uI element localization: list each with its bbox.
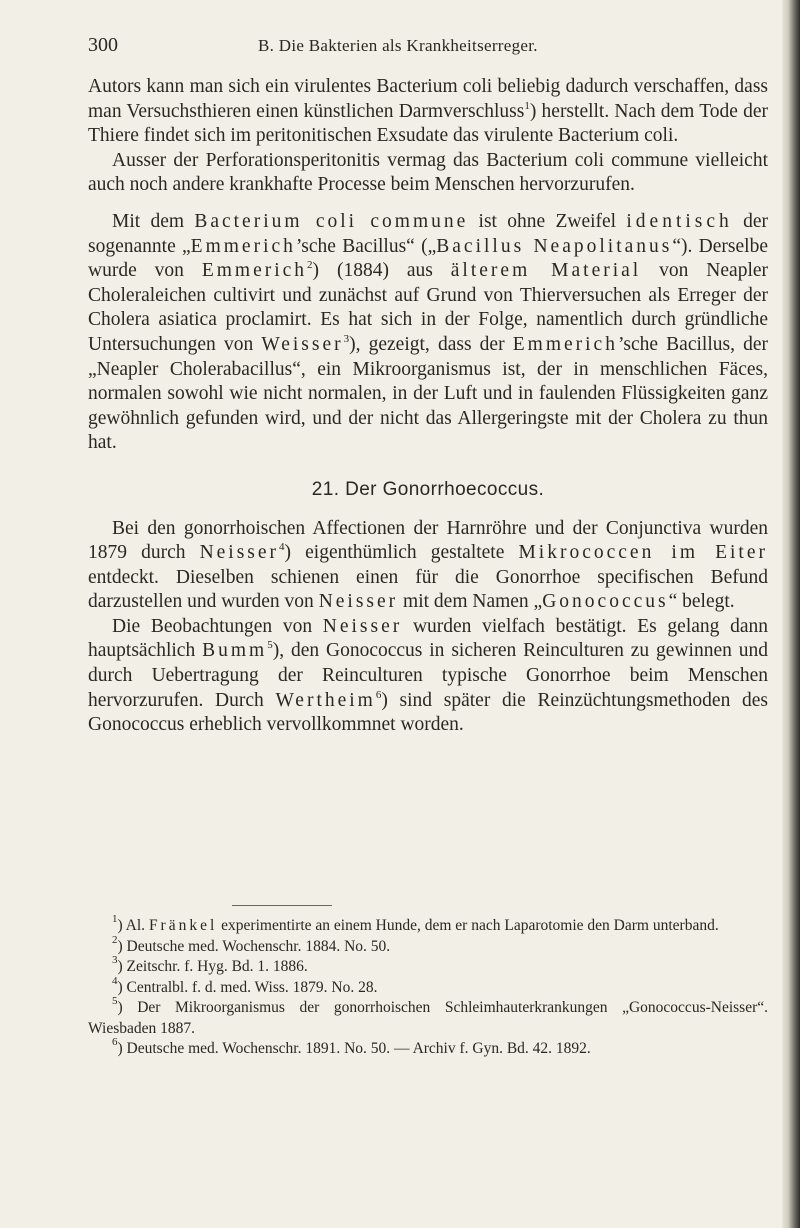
footnote-text: experimentirte an einem Hunde, dem er nach Laparotomie den Darm unterband. [217,917,719,934]
footnote-ref: 4 [279,541,285,554]
text-run: entdeckt. Dieselben schienen einen für die Gonorrhoe specifischen Befund darzustellen und wurden von [88,566,768,613]
text-run: ) eigenthümlich gestaltete [284,542,519,564]
footnote-number: 6 [112,1036,118,1048]
author-name: Weisser [261,333,344,355]
footnote-ref: 6 [375,688,382,701]
text-run: ), den Gonococcus in sicheren Reinculturen zu gewinnen und durch Uebertragung der Reinculturen typische Gonorrhoe beim Menschen hervorzurufen. Durch [88,640,768,711]
author-name: Neisser [322,615,403,637]
footnote-text: ) Al. [117,917,149,934]
footnote-1 [88,913,768,937]
text-run: von Neapler Choleraleichen cultivirt und zunächst auf Grund von Thierversuchen als Erreger der Cholera asiatica proclamirt. Es hat sich in der Folge, namentlich durch gründliche Untersuchungen von [88,260,769,355]
author-name: Neisser [318,591,399,613]
footnote-number: 4 [112,974,118,987]
footnote-divider [232,905,332,906]
author-name: Fränkel [148,917,218,934]
footnote-number: 2 [112,933,118,946]
author-name: Neisser [199,542,280,564]
running-head: B. Die Bakterien als Krankheitserreger. [258,36,538,55]
emphasis: Bacterium coli commune [194,210,469,232]
footnote-text: ) Der Mikroorganismus der gonorrhoischen Schleimhauterkrankungen „Gonococcus-Neisser“. Wiesbaden 1887. [88,999,768,1037]
main-text [88,75,768,738]
footnote-text: ) Centralbl. f. d. med. Wiss. 1879. No. 28. [117,978,378,996]
text-run: ), gezeigt, dass der [349,333,513,355]
text-run: wurden vielfach bestätigt. Es gelang dann hauptsächlich [88,615,769,662]
author-name: Emmerich [512,333,618,355]
text-run: Mit dem [112,210,195,232]
footnote-ref: 2 [307,259,313,272]
page-number: 300 [88,34,118,56]
page-header [88,34,778,60]
page-edge-shadow [782,0,800,1228]
text-run: ) sind später die Reinzüchtungsmethoden des Gonococcus erheblich vervollkommnet worden. [88,689,769,736]
text-run: ) (1884) aus [312,260,451,282]
emphasis: Bacillus Neapolitanus [436,235,673,257]
emphasis: älterem Material [450,260,642,282]
paragraph-5 [88,615,768,738]
text-run: ) herstellt. Nach dem Tode der Thiere findet sich im peritonitischen Exsudate das virulente Bacterium coli. [88,100,768,147]
text-run: Autors kann man sich ein virulentes Bacterium coli beliebig dadurch verschaffen, dass man Versuchsthieren einen künstlichen Darmverschluss [88,76,768,122]
footnote-3 [88,954,768,978]
author-name: Emmerich [201,260,308,282]
paragraph-4 [88,517,768,615]
paragraph-1 [88,75,768,149]
text-run: der sogenannte „ [88,210,768,257]
footnote-text: ) Zeitschr. f. Hyg. Bd. 1. 1886. [117,958,308,975]
emphasis: Mikrococcen im Eiter [518,542,768,564]
author-name: Emmerich [190,235,296,257]
footnote-ref: 3 [343,332,350,345]
author-name: Wertheim [275,689,376,711]
footnote-text: ) Deutsche med. Wochenschr. 1884. No. 50. [117,937,391,955]
text-run: ’sche Bacillus“ („ [295,235,437,257]
text-run: “ belegt. [668,591,735,613]
footnote-ref: 5 [267,639,273,652]
text-run: mit dem Namen „ [398,591,543,613]
footnote-5 [88,995,768,1039]
section-title: 21. Der Gonorrhoecoccus. [311,478,545,500]
footnote-text: ) Deutsche med. Wochenschr. 1891. No. 50. — Archiv f. Gyn. Bd. 42. 1892. [117,1040,591,1057]
author-name: Bumm [202,640,268,662]
footnote-number: 5 [112,995,118,1007]
footnote-number: 3 [112,954,118,966]
footnote-ref: 1 [524,99,530,112]
text-run: Bei den gonorrhoischen Affectionen der Harnröhre und der Conjunctiva wurden 1879 durch [88,517,768,564]
text-run: ’sche Bacillus, der „Neapler Cholerabacillus“, ein Mikroorganismus ist, der in menschlichen Fäces, normalen sowohl wie nicht normalen, in der Luft und in faulenden Flüssigkeiten ganz gewöhnlich gefunden wird, und der nicht das Allergeringste mit der Cholera zu thun hat. [88,333,768,454]
text-run: Die Beobachtungen von [112,615,323,637]
emphasis: Gonococcus [542,591,669,613]
footnote-4 [88,974,768,999]
footnote-2 [88,933,768,958]
footnotes [88,913,768,1060]
footnote-6 [88,1036,768,1060]
paragraph-2: Ausser der Perforationsperitonitis vermag das Bacterium coli commune vielleicht auch noch andere krankhafte Processe beim Menschen hervorzurufen. [88,149,768,196]
text-run: “). Derselbe wurde von [88,235,768,282]
emphasis: identisch [626,210,733,232]
text-run: ist ohne Zweifel [468,210,627,232]
paragraph-3 [88,210,768,456]
footnote-number: 1 [112,913,118,925]
